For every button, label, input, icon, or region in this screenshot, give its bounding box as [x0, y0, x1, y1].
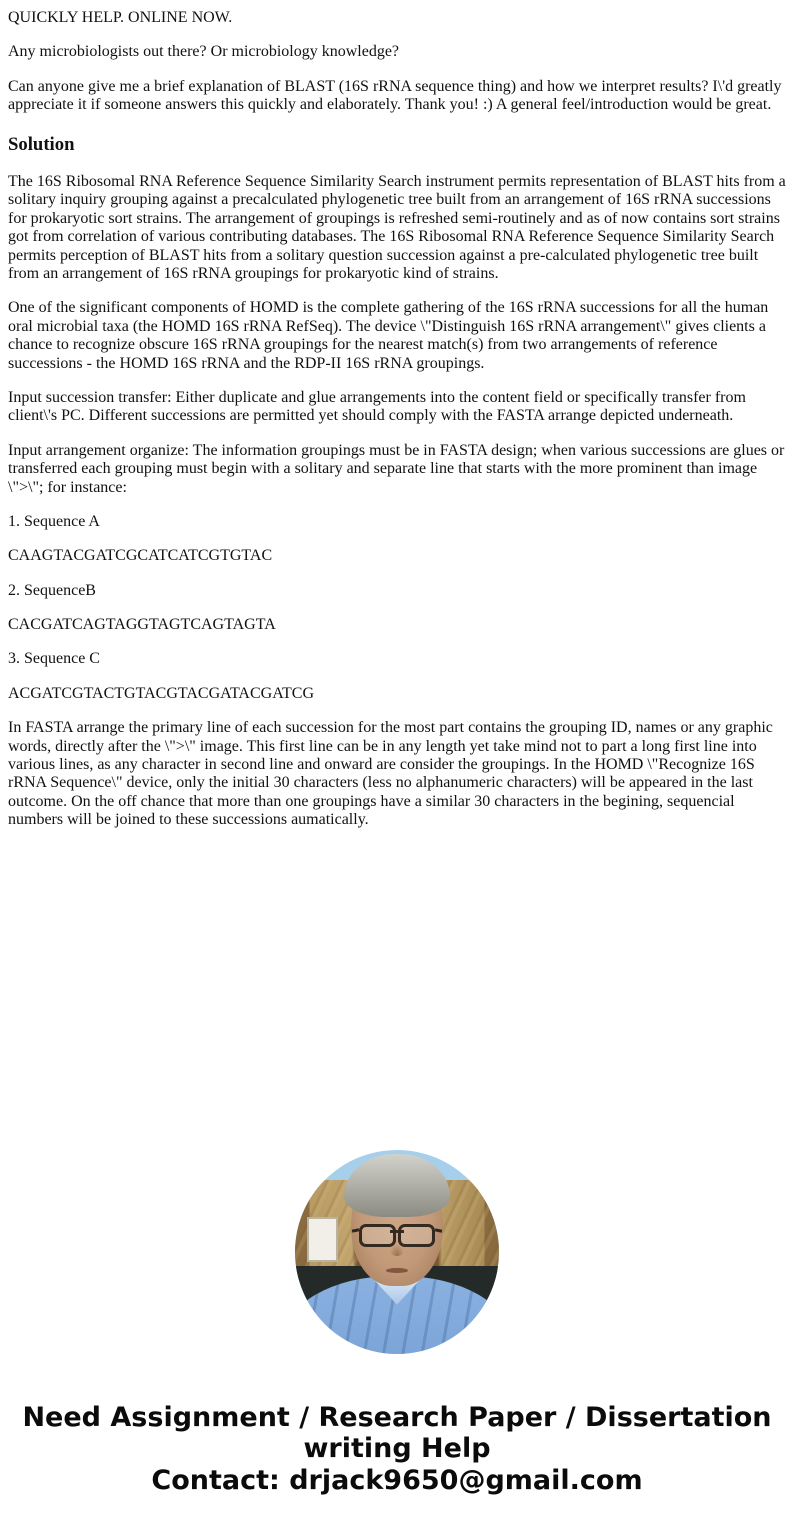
solution-paragraph: Input succession transfer: Either duplicate and glue arrangements into the content field or specifically transfer from client\'s PC. Different successions are permitted yet should comply with the FASTA arrange depicted underneath. [8, 388, 746, 425]
solution-heading: Solution [8, 133, 75, 155]
avatar-glasses-temple-left [352, 1228, 359, 1232]
solution-paragraph: The 16S Ribosomal RNA Reference Sequence Similarity Search instrument permits representation of BLAST hits from a solitary inquiry grouping against a precalculated phylogenetic tree built from an arrangement of 16S rRNA successions for prokaryotic sort strains. The arrangement of groupings is refreshed semi-routinely and as of now contains sort strains got from correlation of various contributing databases. The 16S Ribosomal RNA Reference Sequence Similarity Search permits perception of BLAST hits from a solitary question succession against a pre-calculated phylogenetic tree built from an arrangement of 16S rRNA groupings for prokaryotic kind of strains. [8, 173, 786, 283]
question-subtitle: Any microbiologists out there? Or microbiology knowledge? [8, 43, 400, 61]
footer-line-1: Need Assignment / Research Paper / Dissertation [22, 1401, 772, 1433]
profile-avatar [295, 1150, 499, 1354]
sequence-label: 2. SequenceB [8, 581, 96, 599]
solution-paragraph: Input arrangement organize: The information groupings must be in FASTA design; when various successions are glues or transferred each grouping must begin with a solitary and separate line that starts with the more prominent than image \">\"; for instance: [8, 441, 785, 496]
avatar-glasses-lens-right [398, 1224, 435, 1247]
sequence-label: 1. Sequence A [8, 512, 100, 530]
sequence-value: CAAGTACGATCGCATCATCGTGTAC [8, 547, 273, 565]
avatar-nose [390, 1245, 404, 1255]
avatar-hair [344, 1154, 450, 1217]
avatar-picture-frame [307, 1217, 338, 1262]
sequence-label: 3. Sequence C [8, 650, 100, 668]
footer-line-2: writing Help [303, 1433, 491, 1465]
sequence-value: CACGATCAGTAGGTAGTCAGTAGTA [8, 616, 276, 634]
solution-paragraph: One of the significant components of HOMD is the complete gathering of the 16S rRNA successions for all the human oral microbial taxa (the HOMD 16S rRNA RefSeq). The device \"Distinguish 16S rRNA arrangement\" gives clients a chance to recognize obscure 16S rRNA groupings for the nearest match(s) from two arrangements of reference successions - the HOMD 16S rRNA and the RDP-II 16S rRNA groupings. [8, 299, 769, 372]
solution-closing-paragraph: In FASTA arrange the primary line of each succession for the most part contains the grouping ID, names or any graphic words, directly after the \">\" image. This first line can be in any length yet take mind not to part a long first line into various lines, as any character in second line and onward are consider the groupings. In the HOMD \"Recognize 16S rRNA Sequence\" device, only the initial 30 characters (less no alphanumeric characters) will be appeared in the last outcome. On the off chance that more than one groupings have a similar 30 characters in the begining, sequencial numbers will be joined to these successions aumatically. [8, 719, 773, 829]
footer-banner [8, 1402, 786, 1497]
avatar-glasses [356, 1224, 438, 1244]
footer-contact-email: Contact: drjack9650@gmail.com [151, 1464, 643, 1496]
question-body: Can anyone give me a brief explanation of BLAST (16S rRNA sequence thing) and how we interpret results? I\'d greatly appreciate it if someone answers this quickly and elaborately. Thank you! :) A general feel/introduction would be great. [8, 77, 782, 114]
question-title: QUICKLY HELP. ONLINE NOW. [8, 9, 233, 26]
avatar-glasses-lens-left [359, 1224, 396, 1247]
sequence-value: ACGATCGTACTGTACGTACGATACGATCG [8, 684, 314, 702]
avatar-glasses-bridge [390, 1230, 403, 1233]
